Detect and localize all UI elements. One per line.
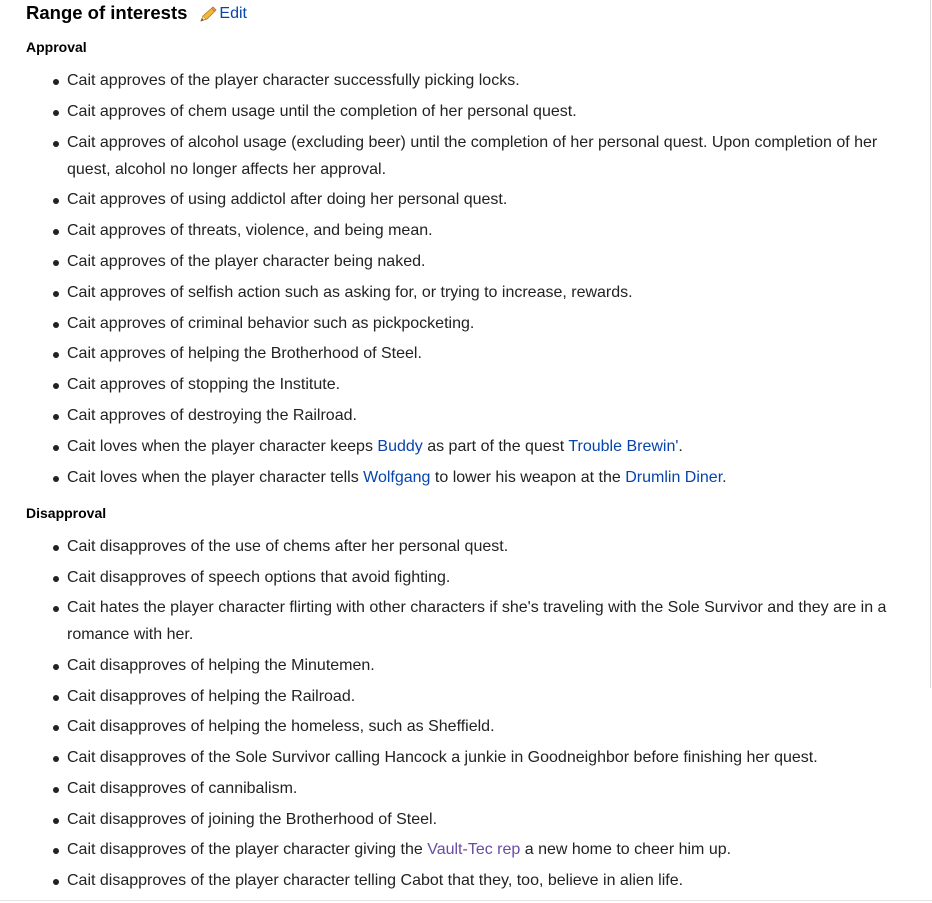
- list-item: Cait approves of helping the Brotherhood of Steel.: [0, 340, 920, 367]
- list-item: Cait disapproves of the Sole Survivor calling Hancock a junkie in Goodneighbor before finishing her quest.: [0, 744, 920, 771]
- disapproval-list: [0, 533, 920, 898]
- list-item: Cait approves of using addictol after doing her personal quest.: [0, 186, 920, 213]
- section-heading: [26, 1, 247, 25]
- trouble-brewin-link[interactable]: Trouble Brewin': [568, 437, 679, 455]
- list-item: Cait disapproves of speech options that avoid fighting.: [0, 564, 920, 591]
- list-item: Cait approves of chem usage until the completion of her personal quest.: [0, 98, 920, 125]
- item-text: a new home to cheer him up.: [520, 841, 732, 859]
- wolfgang-link[interactable]: Wolfgang: [363, 468, 431, 486]
- approval-heading: Approval: [26, 39, 87, 55]
- item-text: Cait disapproves of the player character giving the: [67, 841, 428, 859]
- item-text: .: [722, 468, 727, 486]
- edit-label[interactable]: Edit: [219, 5, 247, 22]
- item-text: .: [678, 437, 683, 455]
- bottom-divider: [0, 900, 932, 901]
- list-item: Cait disapproves of the use of chems after her personal quest.: [0, 533, 920, 560]
- section-title: Range of interests: [26, 2, 188, 23]
- list-item: Cait disapproves of the player character telling Cabot that they, too, believe in alien life.: [0, 867, 920, 894]
- list-item: Cait approves of stopping the Institute.: [0, 371, 920, 398]
- item-text: as part of the quest: [422, 437, 569, 455]
- list-item: Cait approves of destroying the Railroad.: [0, 402, 920, 429]
- list-item: Cait approves of the player character being naked.: [0, 248, 920, 275]
- edit-section-link[interactable]: [199, 5, 247, 23]
- list-item: Cait disapproves of helping the Railroad.: [0, 683, 920, 710]
- list-item: Cait approves of alcohol usage (excluding beer) until the completion of her personal quest. Upon completion of her quest, alcohol no longer affects her approval.: [0, 129, 920, 183]
- disapproval-heading: Disapproval: [26, 505, 107, 521]
- list-item: Cait disapproves of joining the Brotherhood of Steel.: [0, 806, 920, 833]
- item-text: Cait loves when the player character keeps: [67, 437, 378, 455]
- list-item: Cait approves of the player character successfully picking locks.: [0, 67, 920, 94]
- list-item: Cait approves of selfish action such as asking for, or trying to increase, rewards.: [0, 279, 920, 306]
- approval-list: [0, 67, 920, 494]
- list-item: Cait disapproves of helping the homeless, such as Sheffield.: [0, 713, 920, 740]
- list-item: Cait hates the player character flirting with other characters if she's traveling with the Sole Survivor and they are in a romance with her.: [0, 594, 920, 648]
- drumlin-diner-link[interactable]: Drumlin Diner: [625, 468, 723, 486]
- list-item: Cait disapproves of cannibalism.: [0, 775, 920, 802]
- list-item: Cait approves of threats, violence, and being mean.: [0, 217, 920, 244]
- pencil-icon: [199, 6, 218, 23]
- list-item: [0, 464, 920, 491]
- item-text: Cait loves when the player character tells: [67, 468, 364, 486]
- content-border: [930, 0, 931, 688]
- list-item: Cait approves of criminal behavior such as pickpocketing.: [0, 310, 920, 337]
- vault-tec-rep-link[interactable]: Vault-Tec rep: [427, 841, 521, 859]
- buddy-link[interactable]: Buddy: [377, 437, 423, 455]
- item-text: to lower his weapon at the: [430, 468, 626, 486]
- list-item: Cait disapproves of helping the Minutemen.: [0, 652, 920, 679]
- list-item: [0, 836, 920, 863]
- list-item: [0, 433, 920, 460]
